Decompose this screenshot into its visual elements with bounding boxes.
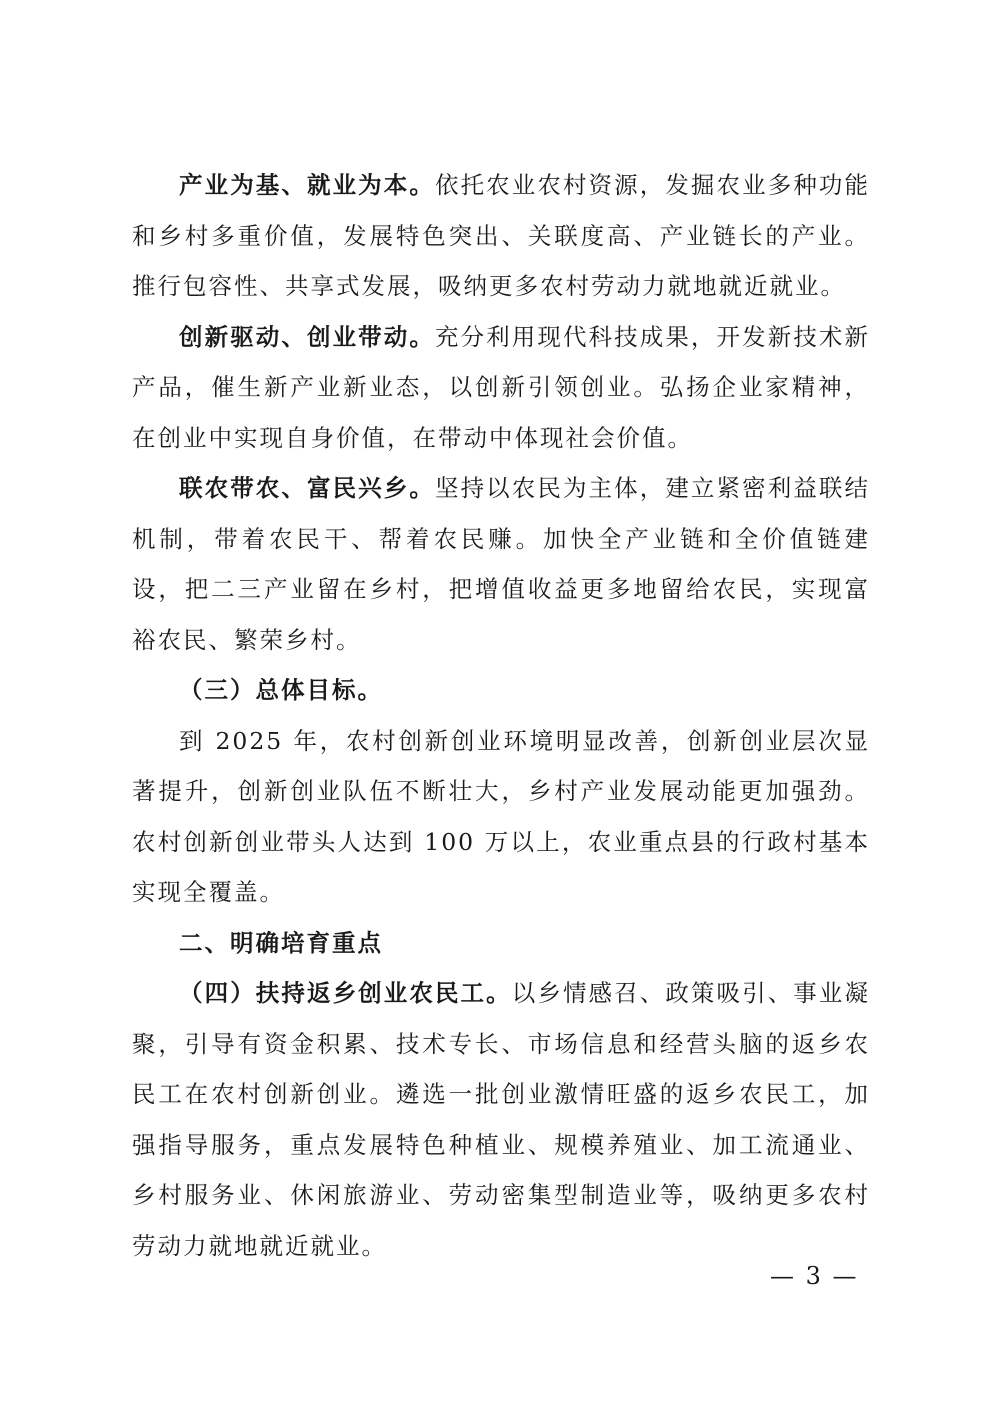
- paragraph-innovation-entrepreneurship: [132, 312, 870, 464]
- paragraph-text: 到 2025 年，农村创新创业环境明显改善，创新创业层次显著提升，创新创业队伍不断壮大，乡村产业发展动能更加强劲。农村创新创业带头人达到 100 万以上，农业重点县的行政村基本实现全覆盖。: [132, 726, 870, 906]
- document-body: [132, 160, 870, 1271]
- heading-section-2: 二、明确培育重点: [179, 928, 383, 957]
- heading-overall-goal: （三）总体目标。: [179, 676, 383, 704]
- paragraph-migrant-workers: [132, 968, 870, 1271]
- paragraph-overall-goal: [132, 716, 870, 918]
- paragraph-lead: 创新驱动、创业带动。: [179, 322, 435, 351]
- paragraph-lead: 联农带农、富民兴乡。: [179, 474, 435, 502]
- paragraph-industry-employment: [132, 160, 870, 312]
- page-number: — 3 —: [770, 1262, 859, 1290]
- paragraph-farmer-linkage: [132, 463, 870, 665]
- paragraph-text: 坚持以农民为主体，建立紧密利益联结机制，带着农民干、帮着农民赚。加快全产业链和全价值链建设，把二三产业留在乡村，把增值收益更多地留给农民，实现富裕农民、繁荣乡村。: [132, 474, 871, 654]
- paragraph-text: 依托农业农村资源，发掘农业多种功能和乡村多重价值，发展特色突出、关联度高、产业链长的产业。推行包容性、共享式发展，吸纳更多农村劳动力就地就近就业。: [132, 171, 871, 300]
- paragraph-lead: 产业为基、就业为本。: [179, 171, 435, 199]
- paragraph-text: 充分利用现代科技成果，开发新技术新产品，催生新产业新业态，以创新引领创业。弘扬企业家精神，在创业中实现自身价值，在带动中体现社会价值。: [132, 322, 871, 452]
- paragraph-lead: （四）扶持返乡创业农民工。: [179, 979, 512, 1007]
- paragraph-text: 以乡情感召、政策吸引、事业凝聚，引导有资金积累、技术专长、市场信息和经营头脑的返乡农民工在农村创新创业。遴选一批创业激情旺盛的返乡农民工，加强指导服务，重点发展特色种植业、规模养殖业、加工流通业、乡村服务业、休闲旅游业、劳动密集型制造业等，吸纳更多农村劳动力就地就近就业。: [132, 979, 870, 1260]
